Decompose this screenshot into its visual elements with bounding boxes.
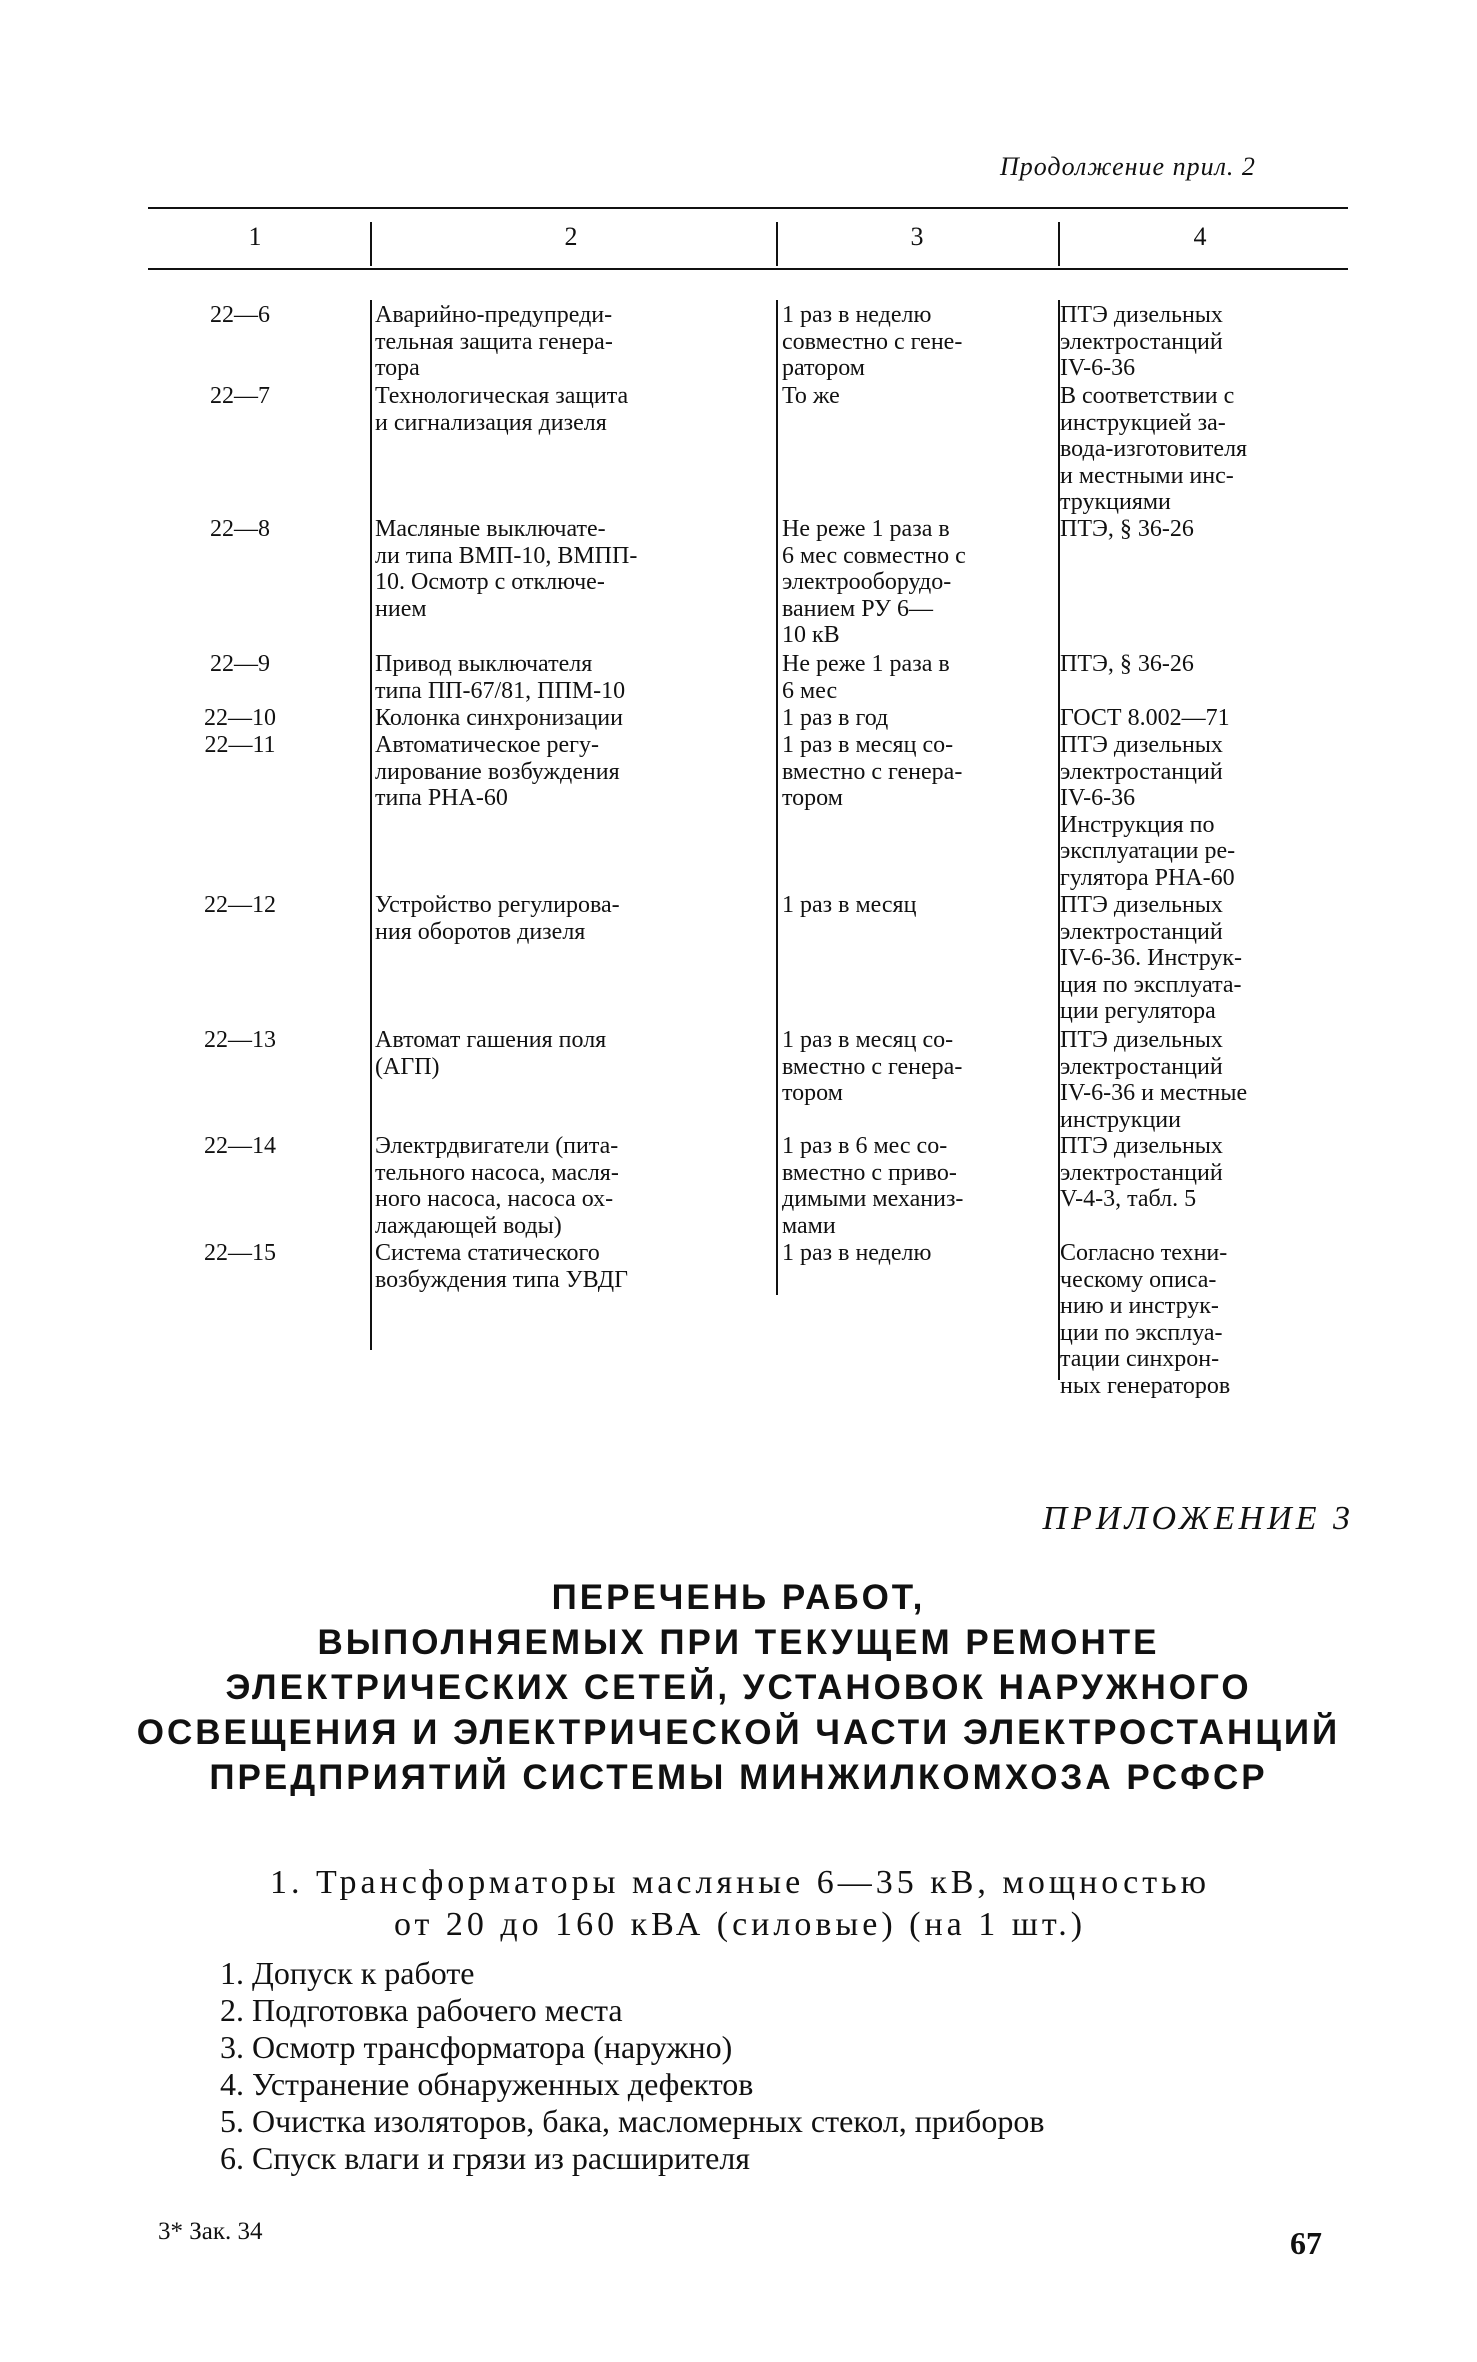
title-line: ЭЛЕКТРИЧЕСКИХ СЕТЕЙ, УСТАНОВОК НАРУЖНОГО [225, 1668, 1252, 1707]
title-line: ПРЕДПРИЯТИЙ СИСТЕМЫ МИНЖИЛКОМХОЗА РСФСР [209, 1758, 1268, 1797]
list-item: 1. Допуск к работе [220, 1955, 475, 1991]
row-basis: ПТЭ, § 36-26 [1060, 516, 1194, 542]
column-divider-body-2 [776, 300, 778, 1295]
title-line: ПЕРЕЧЕНЬ РАБОТ, [551, 1578, 926, 1617]
row-number: 22—6 [210, 302, 270, 328]
row-basis: ПТЭ дизельных электростанций IV-6-36. Инструк- ция по эксплуата- ции регулятора [1060, 892, 1243, 1024]
row-period: 1 раз в месяц со- вместно с генера- тором [782, 1027, 963, 1106]
column-divider-2 [776, 222, 778, 266]
row-period: 1 раз в 6 мес со- вместно с приво- димыми механиз- мами [782, 1133, 964, 1239]
row-period: 1 раз в месяц [782, 892, 917, 918]
row-period: 1 раз в год [782, 705, 889, 731]
row-item: Колонка синхронизации [375, 705, 623, 731]
row-item: Аварийно-предупреди- тельная защита генера- тора [375, 302, 613, 381]
row-basis: ПТЭ дизельных электростанций V-4-3, табл. 5 [1060, 1133, 1223, 1212]
column-divider-3 [1058, 222, 1060, 266]
row-number: 22—15 [204, 1240, 276, 1266]
list-item: 2. Подготовка рабочего места [220, 1992, 623, 2028]
title-line: ВЫПОЛНЯЕМЫХ ПРИ ТЕКУЩЕМ РЕМОНТЕ [317, 1623, 1160, 1662]
row-item: Технологическая защита и сигнализация дизеля [375, 383, 629, 436]
list-item: 6. Спуск влаги и грязи из расширителя [220, 2140, 750, 2176]
row-item: Устройство регулирова- ния оборотов дизеля [375, 892, 620, 945]
table-header-rule [148, 268, 1348, 270]
column-header-3: 3 [910, 222, 924, 251]
row-item: Автоматическое регу- лирование возбуждения типа РНА-60 [375, 732, 620, 811]
row-basis: Согласно техни- ческому описа- нию и инструк- ции по эксплуа- тации синхрон- ных генераторов [1060, 1240, 1231, 1399]
list-item: 5. Очистка изоляторов, бака, масломерных стекол, приборов [220, 2103, 1045, 2139]
row-period: 1 раз в неделю [782, 1240, 932, 1266]
row-basis: ПТЭ, § 36-26 [1060, 651, 1194, 677]
section-heading: 1. Трансформаторы масляные 6—35 кВ, мощностью от 20 до 160 кВА (силовые) (на 1 шт.) [269, 1864, 1211, 1943]
column-header-4: 4 [1193, 222, 1207, 251]
row-basis: ПТЭ дизельных электростанций IV-6-36 и местные инструкции [1060, 1027, 1248, 1133]
row-period: 1 раз в неделю совместно с гене- ратором [782, 302, 963, 381]
row-item: Система статического возбуждения типа УВДГ [375, 1240, 628, 1293]
list-item: 4. Устранение обнаруженных дефектов [220, 2066, 754, 2102]
row-number: 22—10 [204, 705, 276, 731]
row-number: 22—7 [210, 383, 270, 409]
appendix-label: ПРИЛОЖЕНИЕ 3 [1042, 1500, 1354, 1537]
row-number: 22—11 [204, 732, 276, 758]
column-header-2: 2 [564, 222, 578, 251]
row-basis: ГОСТ 8.002—71 [1060, 705, 1230, 731]
row-number: 22—12 [204, 892, 276, 918]
row-period: 1 раз в месяц со- вместно с генера- тором [782, 732, 963, 811]
column-divider-body-1 [370, 300, 372, 1350]
list-item: 3. Осмотр трансформатора (наружно) [220, 2029, 733, 2065]
page-number: 67 [1290, 2225, 1322, 2261]
row-number: 22—13 [204, 1027, 276, 1053]
running-header: Продолжение прил. 2 [1000, 152, 1256, 181]
row-period: То же [782, 383, 840, 409]
row-basis: ПТЭ дизельных электростанций IV-6-36 [1060, 302, 1223, 381]
column-divider-1 [370, 222, 372, 266]
row-basis: В соответствии с инструкцией за- вода-изготовителя и местными инс- трукциями [1060, 383, 1248, 515]
appendix-title [100, 1575, 1377, 1800]
table-top-rule [148, 207, 1348, 209]
row-number: 22—9 [210, 651, 270, 677]
row-item: Масляные выключате- ли типа ВМП-10, ВМПП- 10. Осмотр с отключе- нием [375, 516, 638, 622]
row-period: Не реже 1 раза в 6 мес совместно с электрооборудо- ванием РУ 6— 10 кВ [782, 516, 966, 648]
title-line: ОСВЕЩЕНИЯ И ЭЛЕКТРИЧЕСКОЙ ЧАСТИ ЭЛЕКТРОСТАНЦИЙ [136, 1713, 1341, 1752]
row-item: Электрдвигатели (пита- тельного насоса, масля- ного насоса, насоса ох- лаждающей воды) [375, 1133, 619, 1239]
row-item: Привод выключателя типа ПП-67/81, ППМ-10 [375, 651, 626, 704]
work-list [220, 1955, 1044, 2177]
row-number: 22—14 [204, 1133, 276, 1159]
row-period: Не реже 1 раза в 6 мес [782, 651, 950, 704]
row-number: 22—8 [210, 516, 270, 542]
column-header-1: 1 [248, 222, 262, 251]
footer-order: 3* Зак. 34 [158, 2218, 263, 2245]
row-basis: ПТЭ дизельных электростанций IV-6-36 Инструкция по эксплуатации ре- гулятора РНА-60 [1060, 732, 1236, 891]
row-item: Автомат гашения поля (АГП) [375, 1027, 607, 1080]
